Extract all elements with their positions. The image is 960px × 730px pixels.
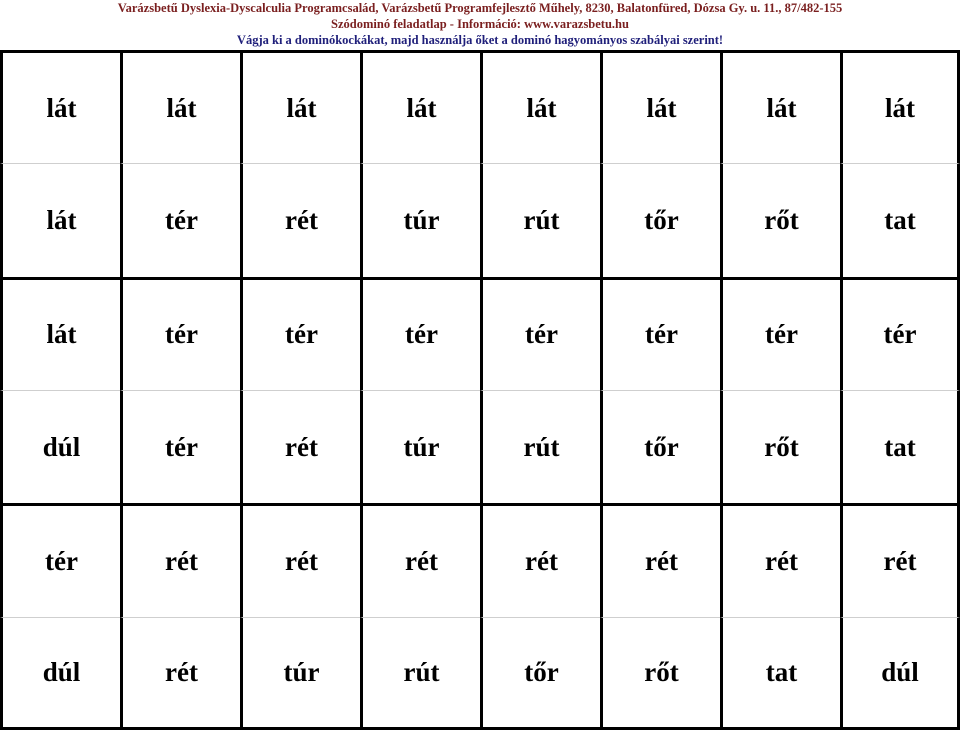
domino-half-word: dúl — [840, 617, 960, 730]
domino-half-word: lát — [600, 50, 720, 163]
domino-half-word: rét — [120, 503, 240, 616]
domino-half-word: lát — [0, 50, 120, 163]
domino-half-word: rőt — [600, 617, 720, 730]
domino-half-word: rút — [360, 617, 480, 730]
domino-half-word: dúl — [0, 390, 120, 503]
domino-half-word: tér — [360, 277, 480, 390]
domino-half-word: dúl — [0, 617, 120, 730]
domino-half-word: rét — [480, 503, 600, 616]
domino-half-word: túr — [240, 617, 360, 730]
domino-half-word: tőr — [600, 163, 720, 276]
domino-half-word: túr — [360, 163, 480, 276]
domino-half-word: rőt — [720, 390, 840, 503]
domino-half-word: tőr — [480, 617, 600, 730]
domino-half-word: tat — [720, 617, 840, 730]
domino-half-word: lát — [240, 50, 360, 163]
domino-half-word: tat — [840, 390, 960, 503]
domino-half-word: lát — [360, 50, 480, 163]
domino-half-word: tér — [480, 277, 600, 390]
domino-half-word: lát — [840, 50, 960, 163]
domino-half-word: tat — [840, 163, 960, 276]
domino-half-word: rét — [840, 503, 960, 616]
domino-half-word: tőr — [600, 390, 720, 503]
domino-half-word: rét — [360, 503, 480, 616]
domino-half-word: lát — [0, 277, 120, 390]
domino-half-word: rét — [240, 163, 360, 276]
domino-half-word: tér — [600, 277, 720, 390]
domino-half-word: lát — [480, 50, 600, 163]
domino-half-word: rút — [480, 163, 600, 276]
domino-half-word: tér — [120, 277, 240, 390]
domino-half-word: tér — [120, 163, 240, 276]
header-publisher-line: Varázsbetű Dyslexia-Dyscalculia Programcsalád, Varázsbetű Programfejlesztő Műhely, 8230, Balatonfüred, Dózsa Gy. u. 11., 87/482-155 — [117, 1, 843, 15]
domino-half-word: rét — [600, 503, 720, 616]
domino-half-word: lát — [720, 50, 840, 163]
domino-half-word: tér — [120, 390, 240, 503]
domino-half-word: rét — [120, 617, 240, 730]
domino-half-word: lát — [120, 50, 240, 163]
domino-half-word: rőt — [720, 163, 840, 276]
domino-half-word: tér — [720, 277, 840, 390]
domino-grid — [0, 50, 960, 730]
header-title-line: Szódominó feladatlap - Információ: www.varazsbetu.hu — [331, 17, 629, 31]
worksheet-header — [0, 0, 960, 48]
domino-half-word: lát — [0, 163, 120, 276]
domino-half-word: tér — [0, 503, 120, 616]
domino-half-word: rét — [240, 503, 360, 616]
header-instruction-line: Vágja ki a dominókockákat, majd használja őket a dominó hagyományos szabályai szerint! — [236, 33, 724, 47]
domino-half-word: rét — [240, 390, 360, 503]
domino-half-word: tér — [840, 277, 960, 390]
domino-half-word: túr — [360, 390, 480, 503]
domino-half-word: tér — [240, 277, 360, 390]
domino-half-word: rút — [480, 390, 600, 503]
domino-half-word: rét — [720, 503, 840, 616]
